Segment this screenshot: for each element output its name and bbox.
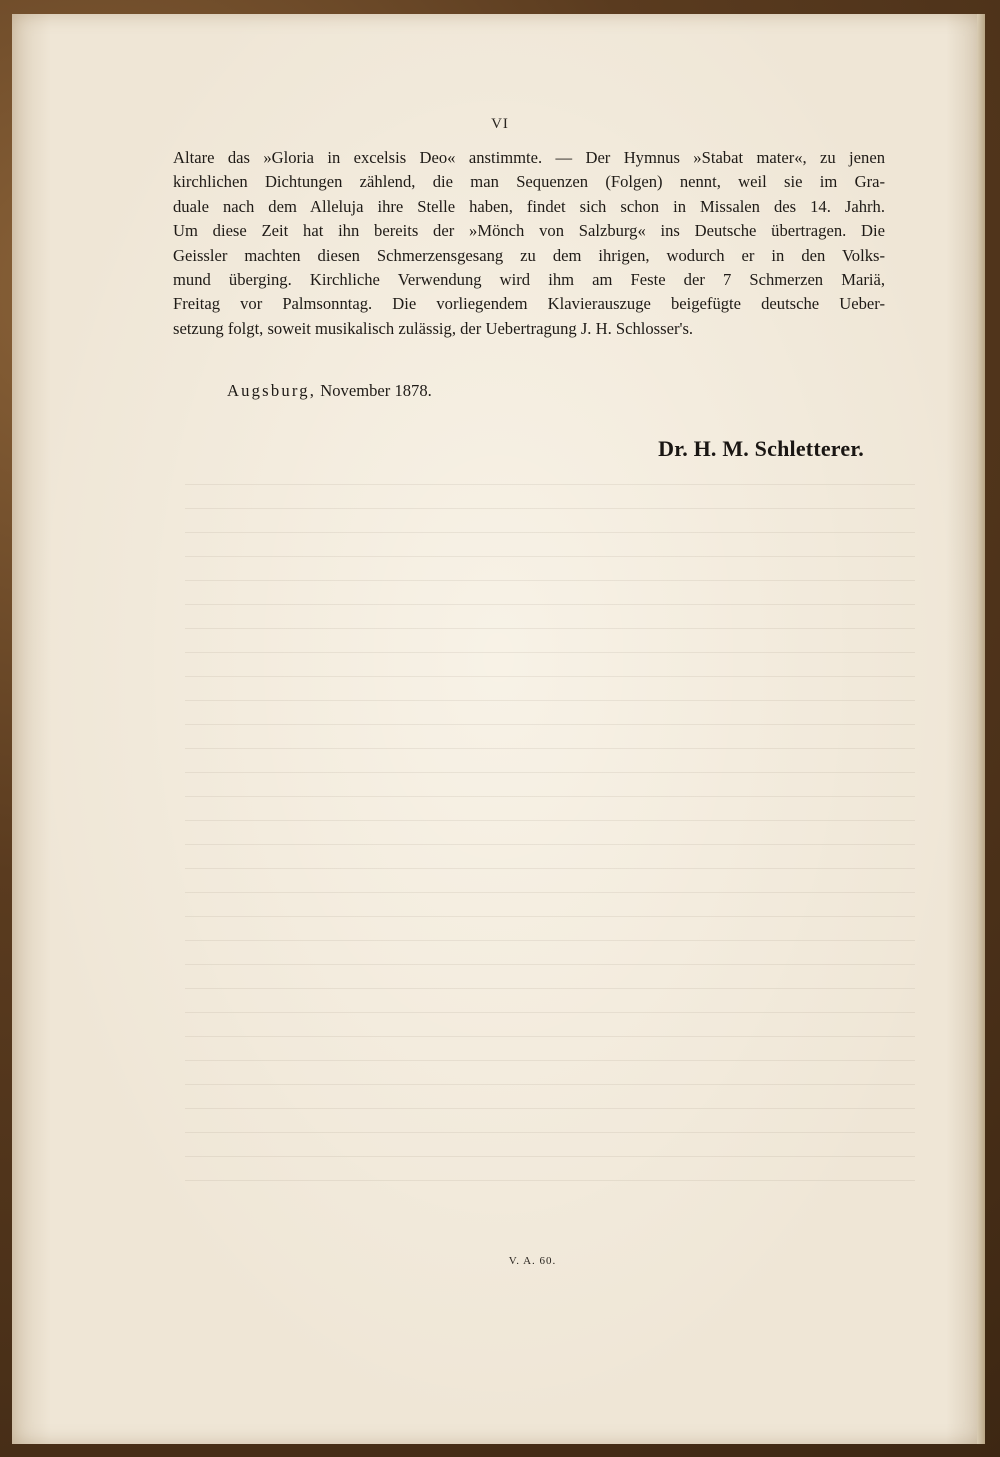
dateline-date: November 1878. xyxy=(320,381,432,400)
page-gutter-edge xyxy=(977,14,985,1444)
show-through-text xyxy=(185,484,915,1204)
dateline xyxy=(227,381,432,401)
paragraph-line: setzung folgt, soweit musikalisch zulässig, der Uebertragung J. H. Schlosser's. xyxy=(173,318,694,338)
preface-paragraph xyxy=(173,146,885,341)
footer-mark: V. A. 60. xyxy=(508,1255,557,1267)
paragraph-line: Geissler machten diesen Schmerzensgesang zu dem ihrigen, wodurch er in den Volks- xyxy=(173,245,885,265)
paragraph-line: Altare das »Gloria in excelsis Deo« anstimmte. — Der Hymnus »Stabat mater«, zu jenen xyxy=(173,148,885,167)
paragraph-line: mund überging. Kirchliche Verwendung wird ihm am Feste der 7 Schmerzen Mariä, xyxy=(173,270,885,290)
paragraph-line: Freitag vor Palmsonntag. Die vorliegendem Klavierauszuge beigefügte deutsche Ueber- xyxy=(173,294,885,314)
author-signature: Dr. H. M. Schletterer. xyxy=(658,436,864,461)
paragraph-line: Um diese Zeit hat ihn bereits der »Mönch von Salzburg« ins Deutsche übertragen. Die xyxy=(173,221,885,241)
paragraph-line: duale nach dem Alleluja ihre Stelle haben, findet sich schon in Missalen des 14. Jahrh. xyxy=(173,196,885,216)
page-number: VI xyxy=(491,116,509,132)
dateline-place: Augsburg, xyxy=(227,381,317,400)
paragraph-line: kirchlichen Dichtungen zählend, die man Sequenzen (Folgen) nennt, weil sie im Gra- xyxy=(173,172,885,192)
